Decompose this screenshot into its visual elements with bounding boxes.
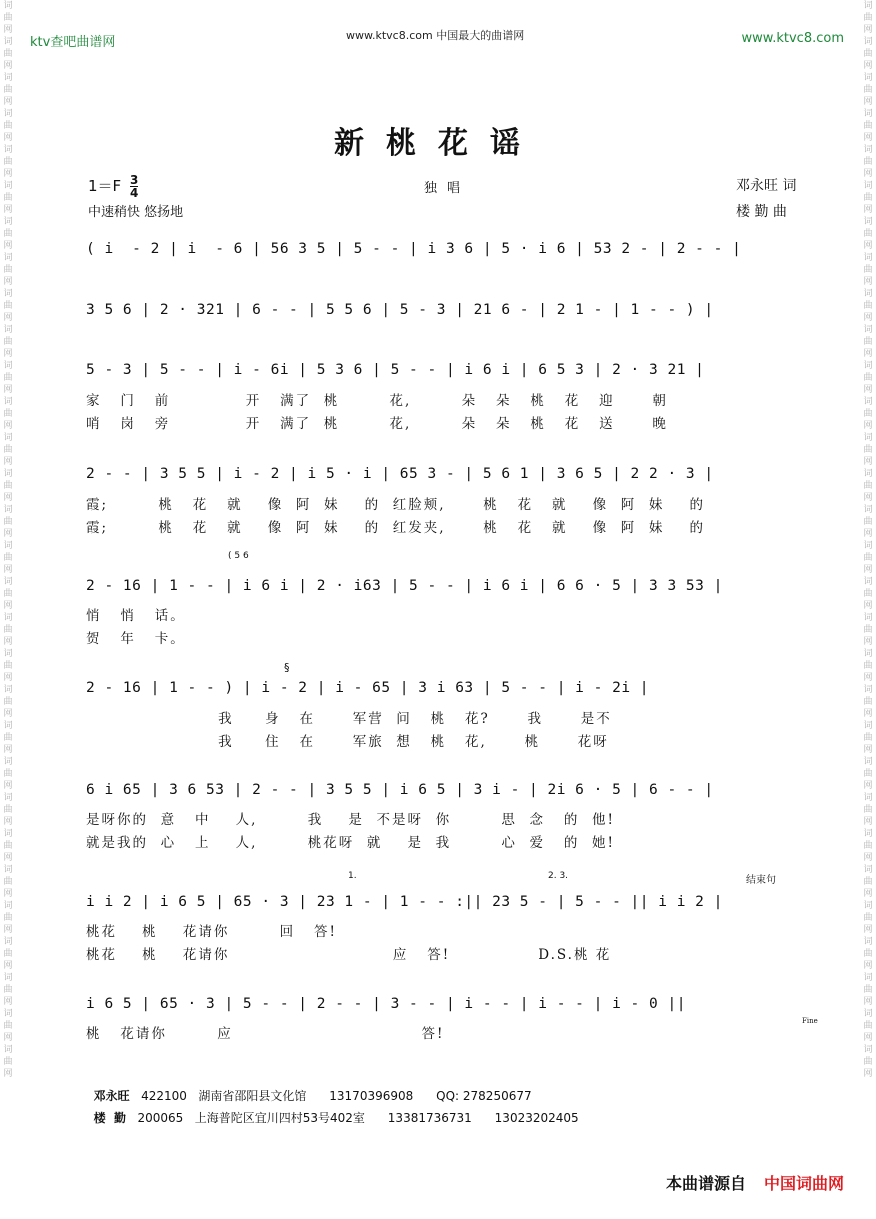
lyrics-row-5-verse-1: 悄 悄 话。 — [86, 608, 186, 624]
time-signature — [130, 174, 138, 199]
tempo-marking: 中速稍快 悠扬地 — [88, 205, 184, 220]
composer-credit: 楼 勤 曲 — [736, 204, 787, 220]
time-bottom: 4 — [129, 186, 139, 200]
lyrics-row-9-verse-1: 桃 花请你 应 答! — [86, 1026, 445, 1042]
contact-phone: 13170396908 — [329, 1089, 414, 1103]
lyrics-row-3-verse-2: 哨 岗 旁 开 满了 桃 花, 朵 朵 桃 花 送 晚 — [86, 416, 668, 432]
fine-mark: Fine — [802, 1017, 818, 1025]
contact-zip: 422100 — [141, 1089, 187, 1103]
score-row-4: 2 - - | 3 5 5 | i - 2 | i 5 · i | 65 3 - | 5 6 1 | 3 6 5 | 2 2 · 3 | — [86, 466, 714, 482]
segno-mark: § — [284, 661, 290, 674]
lyrics-row-7-verse-2: 就是我的 心 上 人, 桃花呀 就 是 我 心 爱 的 她! — [86, 835, 615, 851]
contact-phone-2: 13023202405 — [494, 1111, 579, 1125]
lyrics-row-4-verse-1: 霞; 桃 花 就 像 阿 妹 的 红脸颊, 桃 花 就 像 阿 妹 的 — [86, 497, 705, 513]
time-top: 3 — [129, 173, 139, 187]
header-site-name[interactable]: ktv查吧曲谱网 — [30, 35, 116, 50]
lyrics-row-6-verse-1: 我 身 在 军营 问 桃 花? 我 是不 — [86, 711, 612, 727]
lyrics-row-3-verse-1: 家 门 前 开 满了 桃 花, 朵 朵 桃 花 迎 朝 — [86, 393, 668, 409]
key-label: 1＝F — [88, 177, 122, 195]
side-watermark-left: 词曲网词曲网词曲网词曲网词曲网词曲网词曲网词曲网词曲网词曲网词曲网词曲网词曲网词曲网词曲网词曲网词曲网词曲网词曲网词曲网词曲网词曲网词曲网词曲网词曲网词曲网词曲网词曲网词曲网词曲网 — [3, 1, 13, 1079]
contact-name: 楼 勤 — [93, 1111, 126, 1125]
score-row-6: 2 - 16 | 1 - - ) | i - 2 | i - 65 | 3 i 63 | 5 - - | i - 2i | — [86, 680, 650, 696]
lyrics-row-8-verse-2: 桃花 桃 花请你 应 答! D.S.桃 花 — [86, 947, 612, 963]
lyrics-row-7-verse-1: 是呀你的 意 中 人, 我 是 不是呀 你 思 念 的 他! — [86, 812, 615, 828]
lyrics-row-4-verse-2: 霞; 桃 花 就 像 阿 妹 的 红发夹, 桃 花 就 像 阿 妹 的 — [86, 520, 705, 536]
score-row-2: 3 5 6 | 2 · 321 | 6 - - | 5 5 6 | 5 - 3 | 21 6 - | 2 1 - | 1 - - ) | — [86, 302, 714, 318]
ending-phrase-mark: 结束句 — [746, 875, 776, 886]
lyrics-row-5-verse-2: 贺 年 卡。 — [86, 631, 186, 647]
lyrics-row-6-verse-2: 我 住 在 军旅 想 桃 花, 桃 花呀 — [86, 734, 609, 750]
score-row-7: 6 i 65 | 3 6 53 | 2 - - | 3 5 5 | i 6 5 | 3 i - | 2i 6 · 5 | 6 - - | — [86, 782, 714, 798]
score-row-1: ( i - 2 | i - 6 | 56 3 5 | 5 - - | i 3 6 | 5 · i 6 | 53 2 - | 2 - - | — [86, 241, 742, 257]
paren-56-mark: ( 5 6 — [228, 551, 249, 561]
source-site-link[interactable]: 中国词曲网 — [763, 1174, 844, 1193]
contact-address: 湖南省邵阳县文化馆 — [198, 1089, 307, 1103]
contact-name: 邓永旺 — [93, 1089, 130, 1103]
key-signature — [88, 174, 138, 199]
performance-type: 独唱 — [424, 181, 471, 196]
contact-qq: QQ: 278250677 — [436, 1089, 532, 1103]
contact-phone: 13381736731 — [387, 1111, 472, 1125]
score-row-3: 5 - 3 | 5 - - | i - 6i | 5 3 6 | 5 - - | i 6 i | 6 5 3 | 2 · 3 21 | — [86, 362, 705, 378]
lyrics-row-8-verse-1: 桃花 桃 花请你 回 答! — [86, 924, 337, 940]
lyricist-credit: 邓永旺 词 — [736, 178, 797, 194]
volta-1-mark: 1. — [348, 871, 357, 881]
score-row-8: i i 2 | i 6 5 | 65 · 3 | 23 1 - | 1 - - :|| 23 5 - | 5 - - || i i 2 | — [86, 894, 723, 910]
contact-composer — [86, 1095, 579, 1126]
header-site-url[interactable]: www.ktvc8.com — [741, 31, 844, 46]
contact-address: 上海普陀区宜川四村53号402室 — [194, 1111, 365, 1125]
source-label: 本曲谱源自 — [665, 1174, 746, 1193]
header-site-slogan[interactable]: www.ktvc8.com 中国最大的曲谱网 — [346, 29, 525, 42]
side-watermark-right: 词曲网词曲网词曲网词曲网词曲网词曲网词曲网词曲网词曲网词曲网词曲网词曲网词曲网词曲网词曲网词曲网词曲网词曲网词曲网词曲网词曲网词曲网词曲网词曲网词曲网词曲网词曲网词曲网词曲网词曲网 — [863, 1, 873, 1079]
source-credit — [666, 1171, 844, 1194]
score-row-9: i 6 5 | 65 · 3 | 5 - - | 2 - - | 3 - - | i - - | i - - | i - 0 || — [86, 996, 686, 1012]
contact-zip: 200065 — [137, 1111, 184, 1125]
score-row-5: 2 - 16 | 1 - - | i 6 i | 2 · i63 | 5 - - | i 6 i | 6 6 · 5 | 3 3 53 | — [86, 578, 723, 594]
song-title: 新桃花谣 — [334, 126, 542, 161]
volta-23-mark: 2. 3. — [548, 871, 569, 881]
